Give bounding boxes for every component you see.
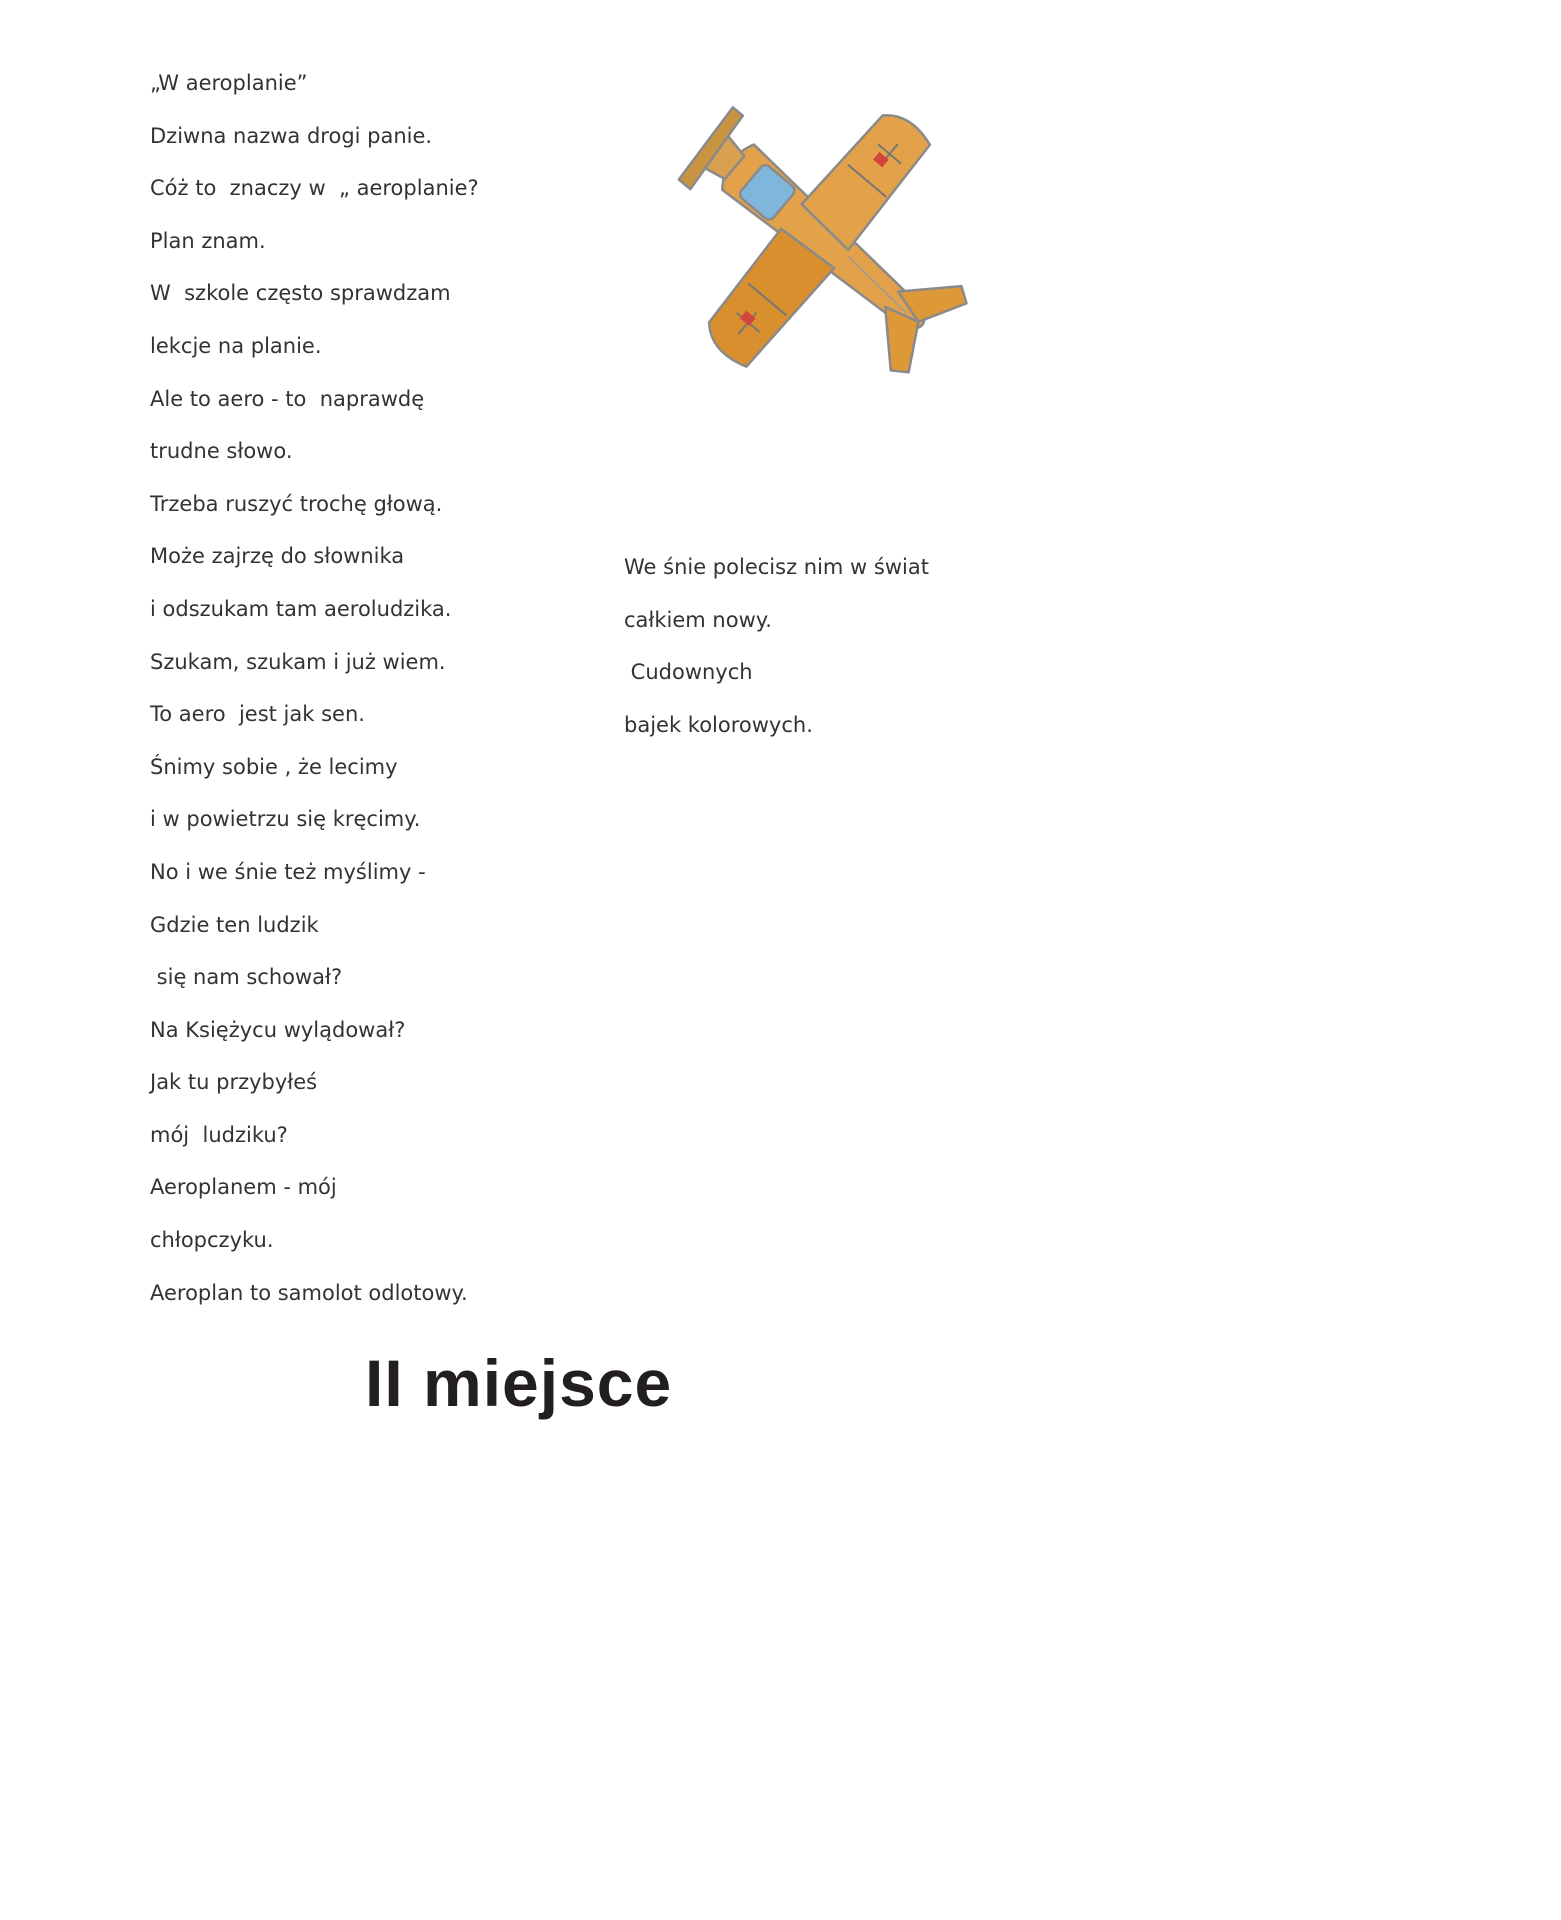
poem-title: „W aeroplanie”	[150, 71, 308, 95]
poem-line: Plan znam.	[150, 228, 266, 253]
poem-line: To aero jest jak sen.	[150, 702, 365, 727]
poem-right-column	[624, 552, 1064, 762]
poem-left-column	[150, 68, 590, 1330]
poem-line: Gdzie ten ludzik	[150, 912, 319, 937]
poem-line: trudne słowo.	[150, 439, 293, 464]
poem-line: Ale to aero - to naprawdę	[150, 386, 425, 411]
poem-line: No i we śnie też myślimy -	[150, 859, 426, 884]
poem-line: Na Księżycu wylądował?	[150, 1017, 406, 1042]
poem-line: Dziwna nazwa drogi panie.	[150, 123, 433, 148]
poem-line: i w powietrzu się kręcimy.	[150, 807, 421, 832]
poem-line: bajek kolorowych.	[624, 712, 813, 737]
poem-line: i odszukam tam aeroludzika.	[150, 596, 452, 621]
poem-line: We śnie polecisz nim w świat	[624, 555, 929, 579]
poem-line: Aeroplan to samolot odlotowy.	[150, 1280, 468, 1305]
poem-line: Szukam, szukam i już wiem.	[150, 649, 446, 674]
poem-line: chłopczyku.	[150, 1228, 274, 1253]
poem-line: Może zajrzę do słownika	[150, 544, 405, 569]
poem-line: Jak tu przybyłeś	[150, 1070, 318, 1095]
award-place-title: II miejsce	[365, 1346, 673, 1420]
poem-line: Śnimy sobie , że lecimy	[150, 754, 398, 779]
poem-line: Cudownych	[624, 660, 753, 685]
poem-line: Trzeba ruszyć trochę głową.	[150, 491, 443, 516]
poem-line: W szkole często sprawdzam	[150, 281, 451, 306]
poem-line: całkiem nowy.	[624, 607, 772, 632]
poem-line: Cóż to znaczy w „ aeroplanie?	[150, 176, 479, 201]
poem-line: się nam schował?	[150, 965, 343, 990]
airplane-drawing	[615, 30, 1015, 440]
poem-line: Aeroplanem - mój	[150, 1175, 337, 1200]
poem-line: mój ludziku?	[150, 1122, 288, 1147]
poem-line: lekcje na planie.	[150, 333, 322, 358]
